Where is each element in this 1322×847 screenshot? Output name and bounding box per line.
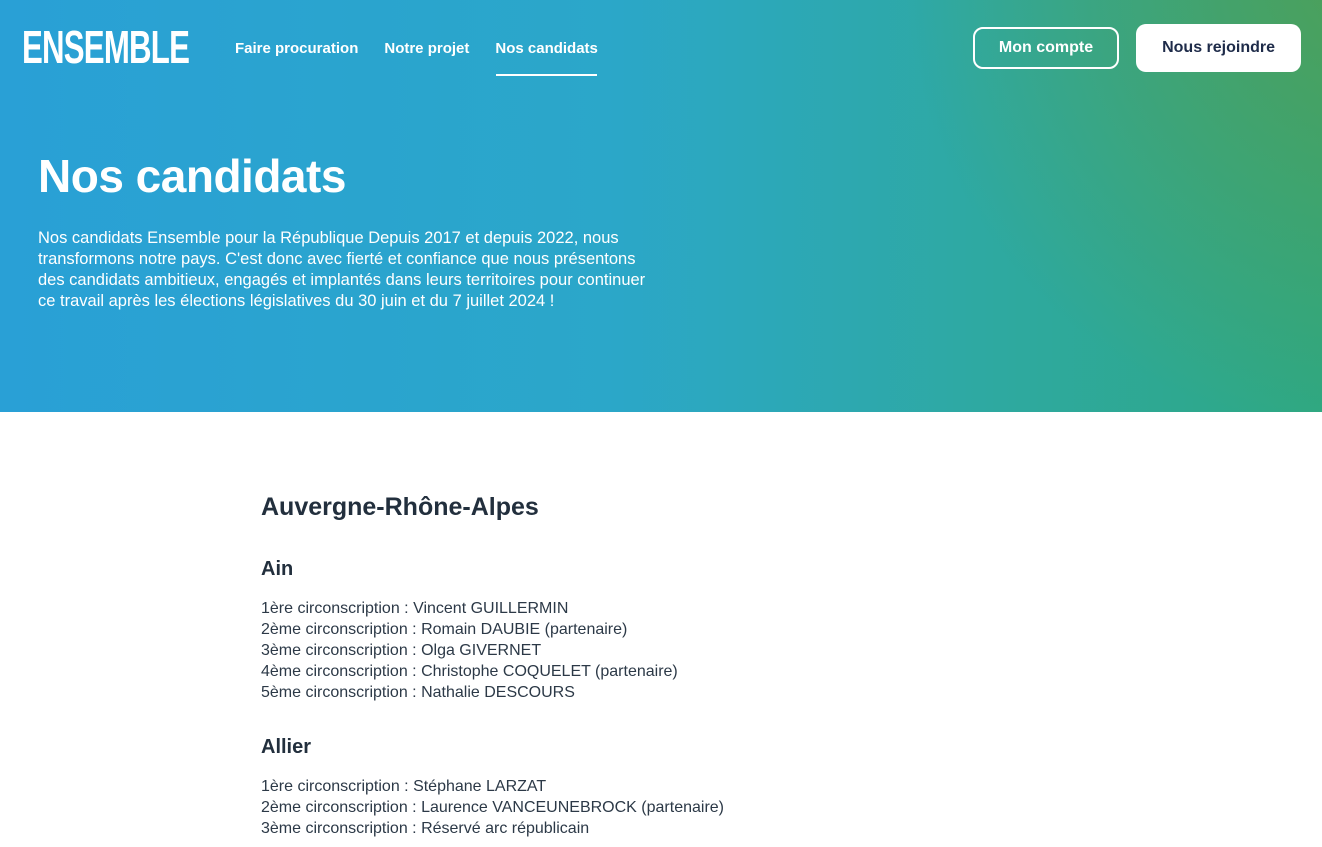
hero-content (0, 96, 1322, 312)
main-nav (235, 40, 598, 57)
candidate-line: 3ème circonscription : Réservé arc républicain (261, 820, 590, 837)
region-heading: Auvergne-Rhône-Alpes (261, 493, 539, 521)
department-allier (261, 736, 1061, 839)
candidate-line: 1ère circonscription : Vincent GUILLERMIN (261, 600, 569, 617)
nav-nos-candidats[interactable]: Nos candidats (495, 39, 598, 57)
account-button[interactable]: Mon compte (973, 27, 1119, 69)
header-actions (973, 24, 1301, 72)
candidates-section (0, 412, 1322, 839)
join-button[interactable]: Nous rejoindre (1136, 24, 1301, 72)
candidates-container (261, 412, 1061, 839)
candidate-line: 2ème circonscription : Laurence VANCEUNEBROCK (partenaire) (261, 799, 724, 816)
department-ain (261, 558, 1061, 703)
department-heading: Allier (261, 736, 312, 758)
candidate-line: 3ème circonscription : Olga GIVERNET (261, 642, 542, 659)
page-title: Nos candidats (38, 150, 346, 202)
site-header (0, 0, 1322, 96)
hero-description: Nos candidats Ensemble pour la République Depuis 2017 et depuis 2022, nous transformons notre pays. C'est donc avec fierté et confiance que nous présentons des candidats ambitieux, engagés et implantés dans leurs territoires pour continuer ce travail après les élections législatives du 30 juin et du 7 juillet 2024 ! (38, 228, 646, 310)
candidate-line: 1ère circonscription : Stéphane LARZAT (261, 778, 547, 795)
nav-faire-procuration[interactable]: Faire procuration (235, 39, 359, 57)
candidate-line: 2ème circonscription : Romain DAUBIE (partenaire) (261, 621, 628, 638)
department-heading: Ain (261, 558, 294, 580)
candidate-line: 5ème circonscription : Nathalie DESCOURS (261, 684, 575, 701)
candidate-list (261, 598, 1061, 703)
brand-logo[interactable]: ENSEMBLE (22, 21, 190, 73)
candidate-list (261, 776, 1061, 839)
candidate-line: 4ème circonscription : Christophe COQUELET (partenaire) (261, 663, 678, 680)
nav-notre-projet[interactable]: Notre projet (384, 39, 470, 57)
hero-section (0, 0, 1322, 412)
